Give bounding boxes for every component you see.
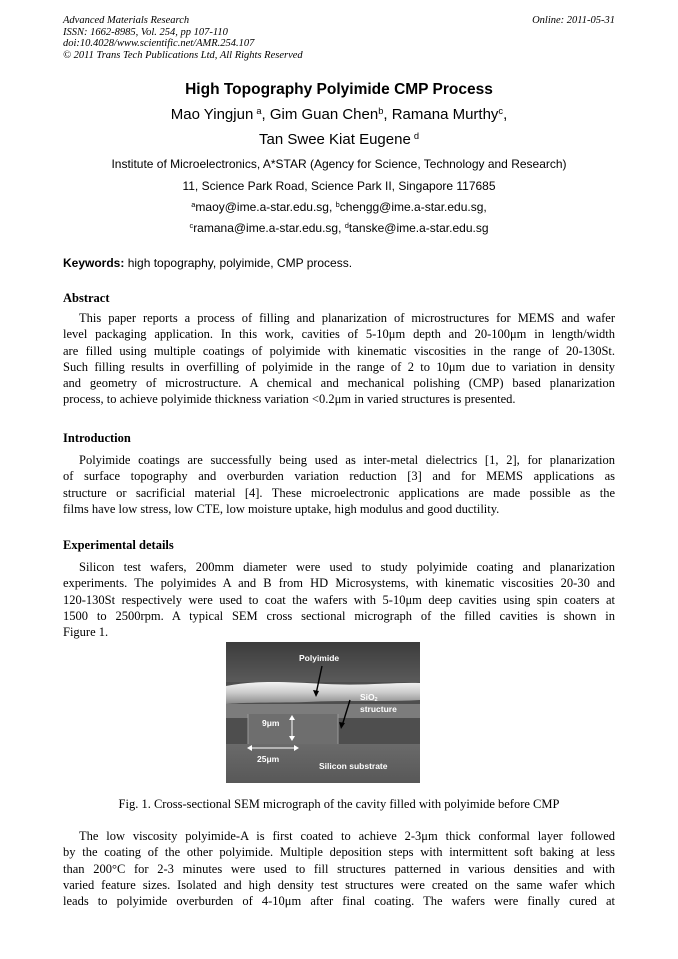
text-line: and geometry of microstructure. A chemical and mechanical polishing (CMP) based planarization xyxy=(63,376,615,391)
keywords-text: high topography, polyimide, CMP process. xyxy=(127,256,353,270)
author-line-1 xyxy=(63,106,615,123)
text-line: films have low stress, low CTE, low moisture uptake, high modulus and good ductility. xyxy=(63,501,500,516)
author-affiliation-mark: b xyxy=(378,105,384,116)
email-mark: d xyxy=(344,220,349,230)
author-name: Tan Swee Kiat Eugene xyxy=(259,131,411,148)
email-link[interactable]: chengg@ime.a-star.edu.sg, xyxy=(339,200,487,214)
email-mark: b xyxy=(335,199,340,209)
author-affiliation-mark: c xyxy=(498,105,504,116)
email-line-1 xyxy=(63,200,615,214)
text-line: Figure 1. xyxy=(63,625,109,640)
figure-caption: Fig. 1. Cross-sectional SEM micrograph of the cavity filled with polyimide before CMP xyxy=(118,797,560,811)
text-line: by the coating of the other polyimide. Multiple deposition steps with intermittent soft baking at less xyxy=(63,845,615,860)
label-sio2 xyxy=(360,692,378,702)
email-line-2 xyxy=(63,221,615,235)
text-line: leads to polyimide overburden of 4-10μm after final coating. The wafers were finally cured at xyxy=(63,894,615,909)
text-line: experiments. The polyimides A and B from HD Microsystems, with kinematic viscosities 20-30 and xyxy=(63,576,615,591)
label-polyimide: Polyimide xyxy=(299,653,340,663)
sio2-arrow-head xyxy=(339,722,345,729)
text-line: 120-130St respectively were used to coat the wafers with 5-10μm deep cavities using spin coaters at xyxy=(63,592,615,607)
author-name: , Gim Guan Chen xyxy=(261,106,379,123)
label-sio2-text: SiO xyxy=(360,692,375,702)
text-line: of surface topography and overburden variation reduction [3] and for MEMS applications as xyxy=(63,469,615,484)
text-line: level packaging application. In this work, cavities of 5-10μm depth and 20-100μm in length/width xyxy=(63,327,615,342)
introduction-paragraph xyxy=(63,452,615,517)
journal-header xyxy=(63,15,615,61)
text-line: Such filling results in overfilling of polyimide in the range of 2 to 10μm due to variation in density xyxy=(63,359,615,374)
email-link[interactable]: tanske@ime.a-star.edu.sg xyxy=(348,221,489,235)
label-structure: structure xyxy=(360,704,397,714)
author-line-2 xyxy=(63,131,615,148)
keywords-label: Keywords: xyxy=(63,256,125,270)
experimental-paragraph xyxy=(63,559,615,640)
author-affiliation-mark: d xyxy=(413,130,419,141)
label-substrate: Silicon substrate xyxy=(319,761,388,771)
label-depth: 9μm xyxy=(262,718,280,728)
text-line: than 200°C for 2-3 minutes were used to fill structures patterned in various densities and with xyxy=(63,861,615,876)
email-link[interactable]: ramana@ime.a-star.edu.sg, xyxy=(193,221,342,235)
body-paragraph xyxy=(63,828,615,909)
text-line: structure or sacrificial material [4]. These microelectronic applications are made possible as the xyxy=(63,485,615,500)
journal-issn: ISSN: 1662-8985, Vol. 254, pp 107-110 xyxy=(63,26,228,38)
journal-copyright: © 2011 Trans Tech Publications Ltd, All Rights Reserved xyxy=(63,49,303,61)
journal-name: Advanced Materials Research xyxy=(63,15,190,26)
paper-title: High Topography Polyimide CMP Process xyxy=(185,81,493,98)
email-mark: c xyxy=(189,220,194,230)
text-line: Polyimide coatings are successfully being used as inter-metal dielectrics [1, 2], for planarization xyxy=(79,453,615,467)
abstract-heading: Abstract xyxy=(63,291,110,305)
experimental-heading: Experimental details xyxy=(63,538,174,552)
text-line: varied feature sizes. Isolated and high density test structures were created on the same wafer which xyxy=(63,877,615,892)
institute: Institute of Microelectronics, A*STAR (Agency for Science, Technology and Research) xyxy=(111,157,567,171)
text-line: Silicon test wafers, 200mm diameter were used to study polyimide coating and planarization xyxy=(79,560,615,574)
introduction-heading: Introduction xyxy=(63,431,131,445)
online-date: Online: 2011-05-31 xyxy=(532,15,615,26)
abstract-paragraph xyxy=(63,310,615,408)
keywords xyxy=(63,256,352,270)
author-affiliation-mark: a xyxy=(256,105,262,116)
author-name: Mao Yingjun xyxy=(170,106,254,123)
label-width: 25μm xyxy=(257,754,280,764)
sem-micrograph xyxy=(226,642,420,783)
author-separator: , xyxy=(503,106,508,123)
text-line: The low viscosity polyimide-A is first coated to achieve 2-3μm thick conformal layer followed xyxy=(79,829,615,843)
label-sio2-subscript: 2 xyxy=(374,697,378,704)
author-name: , Ramana Murthy xyxy=(383,106,499,123)
text-line: process, to achieve polyimide thickness variation <0.2μm in varied structures is presented. xyxy=(63,392,516,407)
address: 11, Science Park Road, Science Park II, Singapore 117685 xyxy=(182,179,496,193)
polyimide-layer xyxy=(226,682,420,704)
email-mark: a xyxy=(191,199,196,209)
text-line: 1500 to 2500rpm. A typical SEM cross sectional micrograph of the filled cavities is shown in xyxy=(63,608,615,623)
text-line: This paper reports a process of filling and planarization of microstructures for MEMS and wafer xyxy=(79,311,615,325)
email-link[interactable]: maoy@ime.a-star.edu.sg, xyxy=(195,200,333,214)
journal-doi: doi:10.4028/www.scientific.net/AMR.254.107 xyxy=(63,38,255,49)
text-line: are filled using multiple coatings of polyimide with kinematic viscosities in the range of 20-130St. xyxy=(63,343,615,358)
